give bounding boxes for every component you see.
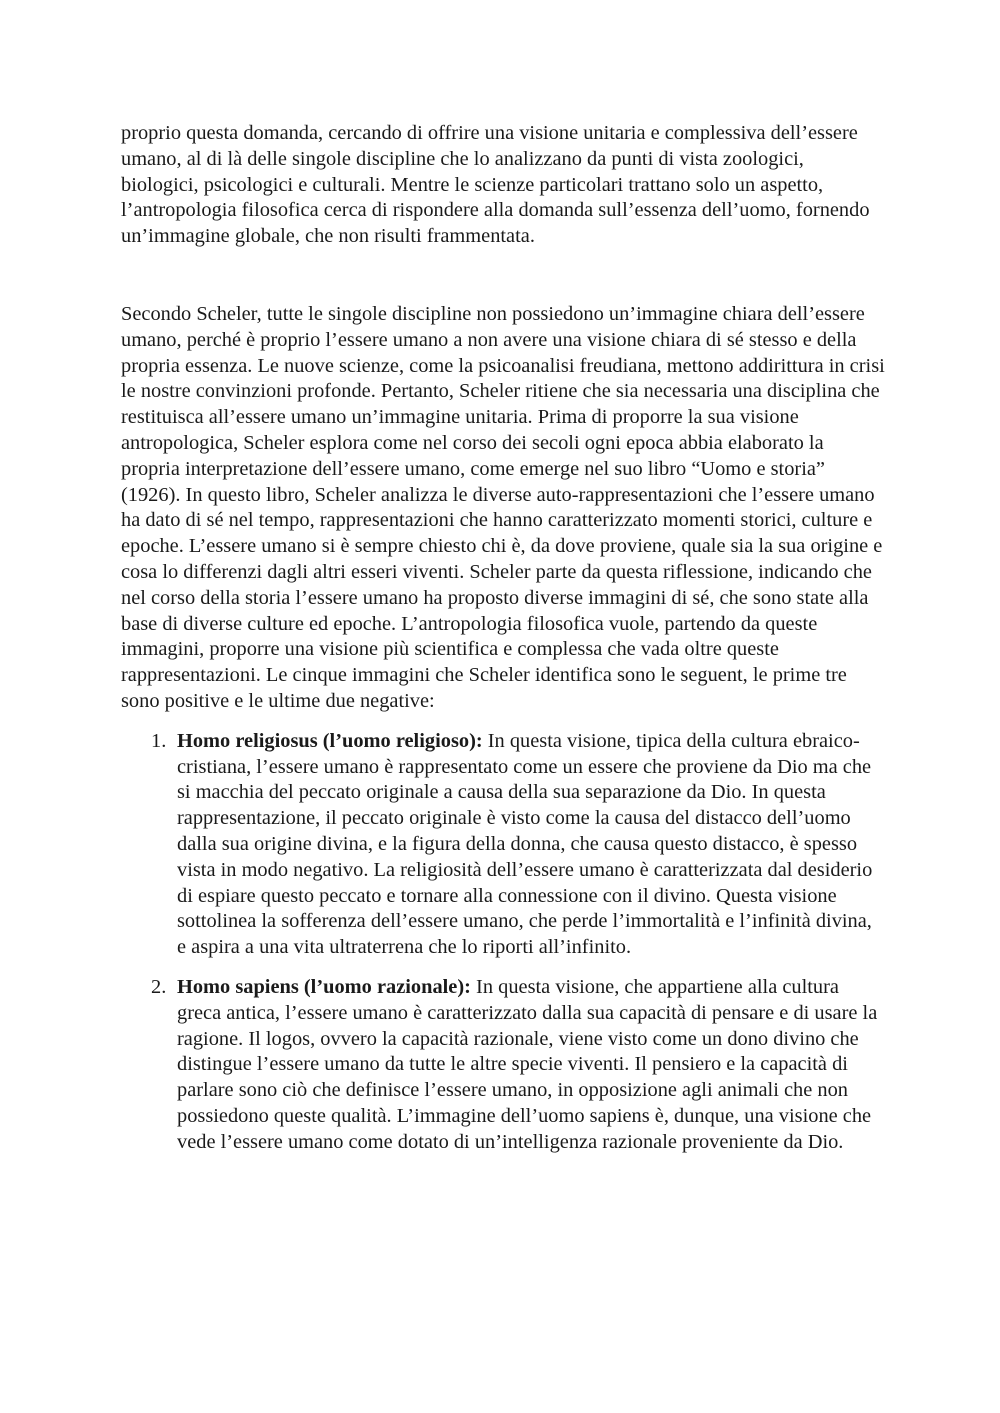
document-page: [121, 121, 886, 1169]
images-list: [121, 729, 886, 1156]
paragraph-scheler: Secondo Scheler, tutte le singole discipline non possiedono un’immagine chiara dell’essere umano, perché è proprio l’essere umano a non avere una visione chiara di sé stesso e della propria essenza. Le nuove scienze, come la psicoanalisi freudiana, mettono addirittura in crisi le nostre convinzioni profonde. Pertanto, Scheler ritiene che sia necessaria una disciplina che restituisca all’essere umano un’immagine unitaria. Prima di proporre la sua visione antropologica, Scheler esplora come nel corso dei secoli ogni epoca abbia elaborato la propria interpretazione dell’essere umano, come emerge nel suo libro “Uomo e storia” (1926). In questo libro, Scheler analizza le diverse auto-rappresentazioni che l’essere umano ha dato di sé nel tempo, rappresentazioni che hanno caratterizzato momenti storici, culture e epoche. L’essere umano si è sempre chiesto chi è, da dove proviene, quale sia la sua origine e cosa lo differenzi dagli altri esseri viventi. Scheler parte da questa riflessione, indicando che nel corso della storia l’essere umano ha proposto diverse immagini di sé, che sono state alla base di diverse culture ed epoche. L’antropologia filosofica vuole, partendo da queste immagini, proporre una visione più scientifica e complessa che vada oltre queste rappresentazioni. Le cinque immagini che Scheler identifica sono le seguent, le prime tre sono positive e le ultime due negative:: [121, 302, 885, 712]
paragraph-intro: proprio questa domanda, cercando di offrire una visione unitaria e complessiva dell’essere umano, al di là delle singole discipline che lo analizzano da punti di vista zoologici, biologici, psicologici e culturali. Mentre le scienze particolari trattano solo un aspetto, l’antropologia filosofica cerca di rispondere alla domanda sull’essenza dell’uomo, fornendo un’immagine globale, che non risulti frammentata.: [121, 122, 870, 248]
list-item-number: 1.: [151, 729, 167, 752]
list-item-homo-religiosus: [121, 729, 886, 961]
list-item-number: 2.: [151, 975, 167, 998]
list-item-text: In questa visione, che appartiene alla cultura greca antica, l’essere umano è caratterizzato dalla sua capacità di pensare e di usare la ragione. Il logos, ovvero la capacità razionale, viene visto come un dono divino che distingue l’essere umano da tutte le altre specie viventi. Il pensiero e la capacità di parlare sono ciò che definisce l’essere umano, in opposizione agli animali che non possiedono queste qualità. L’immagine dell’uomo sapiens è, dunque, una visione che vede l’essere umano come dotato di un’intelligenza razionale proveniente da Dio.: [177, 975, 878, 1153]
list-item-term: Homo sapiens (l’uomo razionale):: [177, 975, 471, 998]
list-item-term: Homo religiosus (l’uomo religioso):: [177, 729, 483, 752]
list-item-homo-sapiens: [121, 975, 886, 1156]
list-item-text: In questa visione, tipica della cultura ebraico-cristiana, l’essere umano è rappresentato come un essere che proviene da Dio ma che si macchia del peccato originale a causa della sua separazione da Dio. In questa rappresentazione, il peccato originale è visto come la causa del distacco dell’uomo dalla sua origine divina, e la figura della donna, che causa questo distacco, è spesso vista in modo negativo. La religiosità dell’essere umano è caratterizzata dal desiderio di espiare questo peccato e tornare alla connessione con il divino. Questa visione sottolinea la sofferenza dell’essere umano, che perde l’immortalità e l’infinità divina, e aspira a una vita ultraterrena che lo riporti all’infinito.: [177, 729, 873, 959]
